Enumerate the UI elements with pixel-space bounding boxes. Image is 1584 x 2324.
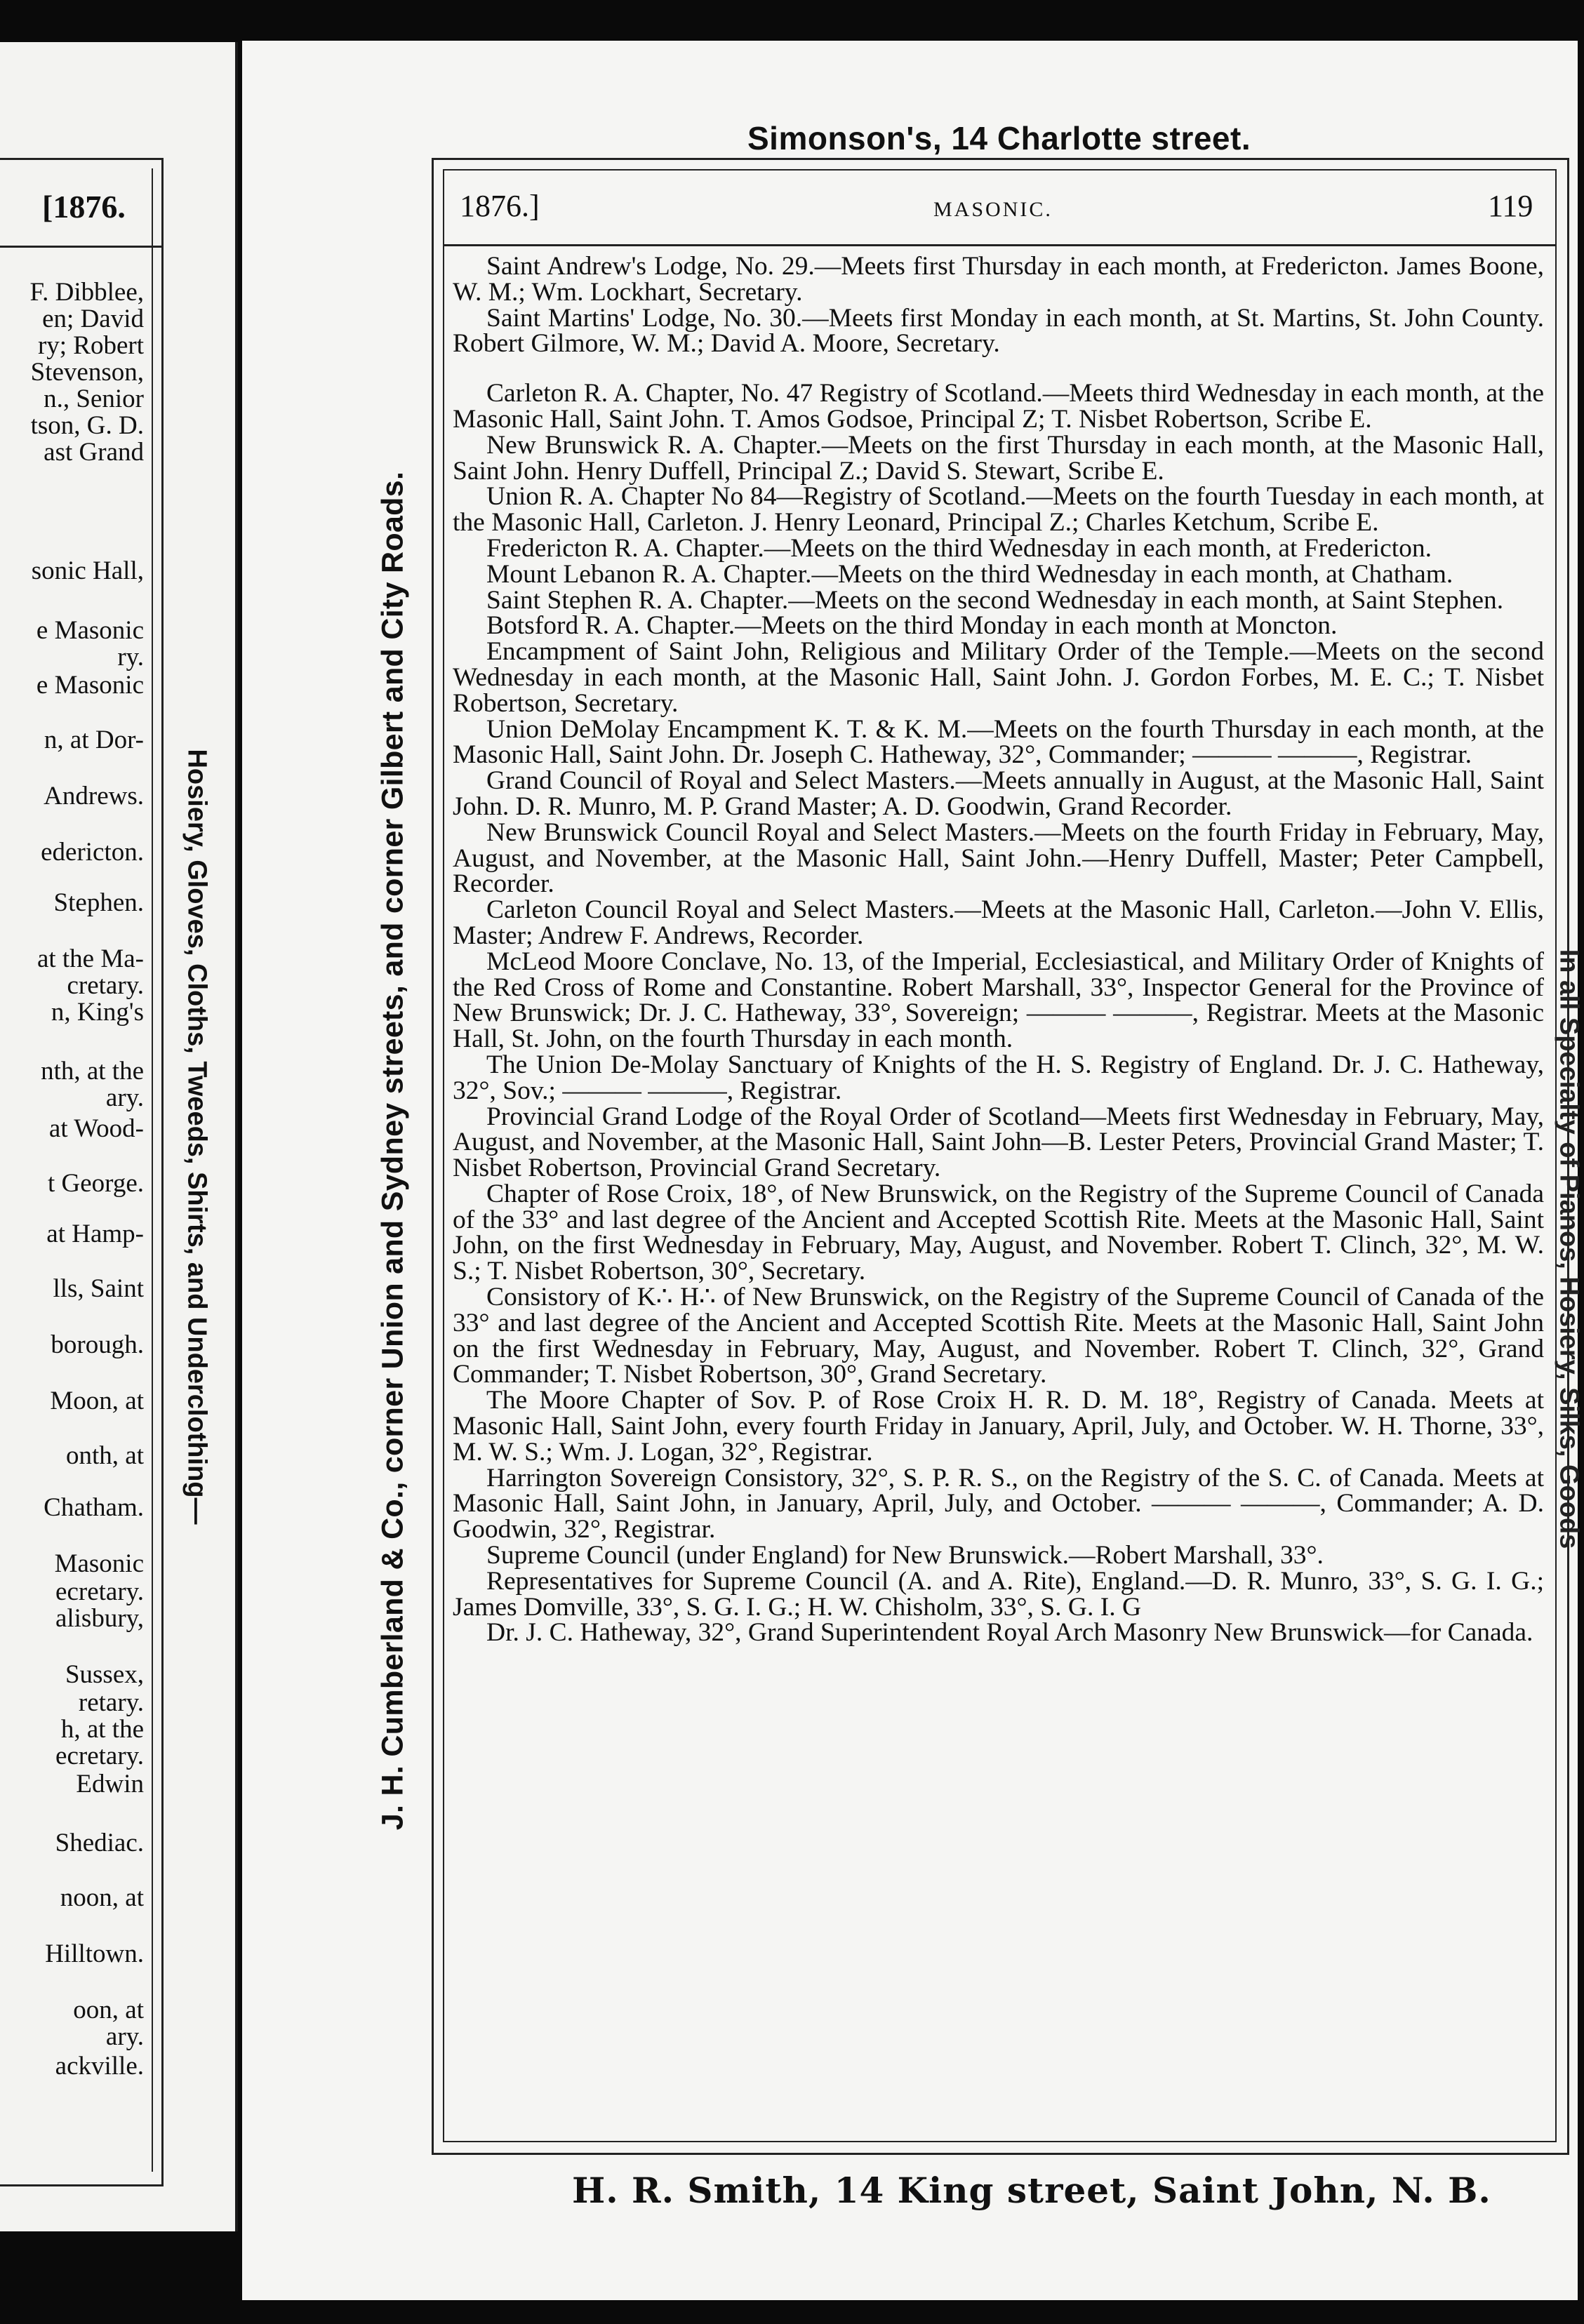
- vertical-ad-right: [1555, 688, 1583, 1810]
- left-page-line: Andrews.: [44, 782, 144, 810]
- left-page-line: borough.: [51, 1330, 144, 1359]
- left-page-line: n, at Dor-: [44, 726, 144, 754]
- left-page-line: at Wood-: [48, 1114, 144, 1143]
- listing-paragraph: Representatives for Supreme Council (A. and A. Rite), England.—D. R. Munro, 33°, S. G. I. G.; James Domville, 33°, S. G. I. G.; H. W. Chisholm, 33°, S. G. I. G: [453, 1566, 1544, 1622]
- left-page-line: sonic Hall,: [31, 556, 144, 585]
- page-banner: Simonson's, 14 Charlotte street.: [747, 120, 1251, 156]
- left-page-line: retary.: [78, 1688, 144, 1717]
- listing-paragraph: Carleton R. A. Chapter, No. 47 Registry of Scotland.—Meets third Wednesday in each month, at the Masonic Hall, Saint John. T. Amos Godsoe, Principal Z; T. Nisbet Robertson, Scribe E.: [453, 379, 1544, 434]
- listing-paragraph: Provincial Grand Lodge of the Royal Order of Scotland—Meets first Wednesday in February, May, August, and November, at the Masonic Hall, Saint John—B. Lester Peters, Provincial Grand Master; T. Nisbet Robertson, Provincial Grand Secretary.: [453, 1102, 1544, 1183]
- left-page-line: Masonic: [54, 1549, 144, 1578]
- left-page-line: nth, at the: [41, 1057, 144, 1086]
- left-page-line: alisbury,: [55, 1604, 144, 1633]
- listing-paragraph: Chapter of Rose Croix, 18°, of New Brunswick, on the Registry of the Supreme Council of Canada of the 33° and last degree of the Ancient and Accepted Scottish Rite. Meets at the Masonic Hall, Saint John, on the first Wednesday in February, May, August, and November. Robert T. Clinch, 32°, M. W. S.; T. Nisbet Robertson, 30°, Secretary.: [453, 1179, 1544, 1286]
- listing-paragraph: Saint Martins' Lodge, No. 30.—Meets first Monday in each month, at St. Martins, St. John County. Robert Gilmore, W. M.; David A. Moore, Secretary.: [453, 303, 1544, 359]
- page-footer: H. R. Smith, 14 King street, Saint John, N. B.: [572, 2170, 1491, 2211]
- left-page-line: e Masonic: [36, 671, 144, 700]
- listing-paragraph: Union R. A. Chapter No 84—Registry of Scotland.—Meets on the fourth Tuesday in each month, at the Masonic Hall, Carleton. J. Henry Leonard, Principal Z.; Charles Ketchum, Scribe E.: [453, 482, 1544, 537]
- left-page-line: Hilltown.: [45, 1939, 144, 1968]
- header-rule: [443, 244, 1557, 246]
- masonic-listing: [453, 254, 1544, 1646]
- left-page-line: n., Senior: [44, 385, 144, 413]
- left-page-line: Edwin: [76, 1770, 144, 1798]
- left-page-line: ecretary.: [55, 1742, 144, 1770]
- page-number: 119: [1488, 189, 1533, 223]
- left-page-line: onth, at: [66, 1441, 144, 1470]
- left-page-line: edericton.: [41, 838, 144, 867]
- listing-paragraph: Union DeMolay Encampment K. T. & K. M.—Meets on the fourth Thursday in each month, at the Masonic Hall, Saint John. Dr. Joseph C. Hatheway, 32°, Commander; ——— ———, Registrar.: [453, 714, 1544, 770]
- left-page-vertical-ad: [175, 575, 218, 1698]
- left-page-line: Sussex,: [65, 1660, 144, 1689]
- left-page-line: tson, G. D.: [30, 411, 144, 440]
- left-page-line: cretary.: [67, 971, 144, 1000]
- left-page-line: t George.: [48, 1169, 144, 1198]
- listing-paragraph: Mount Lebanon R. A. Chapter.—Meets on the third Wednesday in each month, at Chatham.: [486, 559, 1453, 589]
- listing-paragraph: Harrington Sovereign Consistory, 32°, S. P. R. S., on the Registry of the S. C. of Canada. Meets at Masonic Hall, Saint John, in January, April, July, and October. ——— ———, Commander; A. D. Goodwin, 32°, Registrar.: [453, 1463, 1544, 1544]
- left-page-line: en; David: [42, 305, 144, 333]
- left-page-line: e Masonic: [36, 616, 144, 645]
- listing-paragraph: Supreme Council (under England) for New Brunswick.—Robert Marshall, 33°.: [486, 1541, 1324, 1570]
- left-page-line: h, at the: [60, 1715, 144, 1744]
- vertical-ad-right-text: In all Specialty of Pianos, Hosiery, Silks, Goods: [1554, 949, 1584, 1549]
- left-page-line: ecretary.: [55, 1577, 144, 1606]
- left-page: [0, 42, 238, 2231]
- left-page-line: lls, Saint: [53, 1274, 144, 1303]
- running-head-title: MASONIC.: [933, 198, 1053, 221]
- left-page-line: ackville.: [55, 2052, 144, 2081]
- left-page-line: F. Dibblee,: [29, 278, 144, 307]
- listing-paragraph: Encampment of Saint John, Religious and Military Order of the Temple.—Meets on the second Wednesday in each month, at the Masonic Hall, Saint John. J. Gordon Forbes, M. E. C.; T. Nisbet Robertson, Secretary.: [453, 637, 1544, 718]
- vertical-ad-left: [361, 168, 425, 2133]
- running-head-year: 1876.]: [460, 189, 540, 223]
- listing-paragraph: Carleton Council Royal and Select Masters.—Meets at the Masonic Hall, Carleton.—John V. Ellis, Master; Andrew F. Andrews, Recorder.: [453, 895, 1544, 950]
- left-page-line: ary.: [105, 1083, 144, 1112]
- left-page-line: Stevenson,: [30, 358, 144, 387]
- listing-paragraph: Grand Council of Royal and Select Masters.—Meets annually in August, at the Masonic Hall, Saint John. D. R. Munro, M. P. Grand Master; A. D. Goodwin, Grand Recorder.: [453, 766, 1544, 821]
- left-page-line: Moon, at: [50, 1387, 144, 1415]
- left-page-line: Shediac.: [55, 1829, 144, 1857]
- left-page-line: ary.: [105, 2022, 144, 2051]
- listing-paragraph: The Union De-Molay Sanctuary of Knights of the H. S. Registry of England. Dr. J. C. Hatheway, 32°, Sov.; ——— ———, Registrar.: [453, 1050, 1544, 1105]
- left-page-line: at the Ma-: [36, 944, 144, 973]
- listing-paragraph: New Brunswick Council Royal and Select Masters.—Meets on the fourth Friday in February, May, August, and November, at the Masonic Hall, Saint John.—Henry Duffell, Master; Peter Campbell, Recorder.: [453, 817, 1544, 899]
- vertical-ad-left-text: J. H. Cumberland & Co., corner Union and Sydney streets, and corner Gilbert and City Roads.: [375, 471, 410, 1831]
- left-page-line: ry; Robert: [37, 331, 144, 360]
- listing-paragraph: Botsford R. A. Chapter.—Meets on the third Monday in each month at Moncton.: [486, 611, 1338, 641]
- listing-paragraph: Fredericton R. A. Chapter.—Meets on the third Wednesday in each month, at Fredericton.: [486, 533, 1432, 563]
- listing-paragraph: The Moore Chapter of Sov. P. of Rose Croix H. R. D. M. 18°, Registry of Canada. Meets at Masonic Hall, Saint John, every fourth Friday in January, April, July, and October. W. H. Thorne, 33°, M. W. S.; Wm. J. Logan, 32°, Registrar.: [453, 1386, 1544, 1467]
- left-page-line: at Hamp-: [46, 1220, 144, 1248]
- listing-paragraph: New Brunswick R. A. Chapter.—Meets on the first Thursday in each month, at the Masonic Hall, Saint John. Henry Duffell, Principal Z.; David S. Stewart, Scribe E.: [453, 430, 1544, 486]
- left-page-vertical-ad-text: Hosiery, Gloves, Cloths, Tweeds, Shirts, and Underclothing—: [182, 749, 212, 1525]
- left-page-line: n, King's: [51, 998, 144, 1027]
- left-page-line: noon, at: [60, 1883, 144, 1912]
- left-page-line: ry.: [117, 643, 144, 672]
- listing-paragraph: Saint Andrew's Lodge, No. 29.—Meets first Thursday in each month, at Fredericton. James Boone, W. M.; Wm. Lockhart, Secretary.: [453, 252, 1544, 307]
- listing-paragraph: Dr. J. C. Hatheway, 32°, Grand Superintendent Royal Arch Masonry New Brunswick—for Canada.: [486, 1618, 1533, 1648]
- left-page-line: oon, at: [73, 1996, 144, 2024]
- left-page-line: ast Grand: [44, 438, 144, 467]
- left-page-line: Chatham.: [44, 1493, 144, 1522]
- left-page-header-rule: [0, 246, 161, 248]
- left-page-header: [1876.: [42, 189, 126, 225]
- listing-paragraph: McLeod Moore Conclave, No. 13, of the Imperial, Ecclesiastical, and Military Order of Knights of the Red Cross of Rome and Constantine. Robert Marshall, 33°, Inspector General for the Province of New Brunswick; Dr. J. C. Hatheway, 33°, Sovereign; ——— ———, Registrar. Meets at the Masonic Hall, St. John, on the fourth Thursday in each month.: [453, 947, 1544, 1054]
- listing-paragraph: Consistory of K∴ H∴ of New Brunswick, on the Registry of the Supreme Council of Canada of the 33° and last degree of the Ancient and Accepted Scottish Rite. Meets at the Masonic Hall, Saint John on the first Wednesday in February, May, August, and November. Robert T. Clinch, 32°, Grand Commander; T. Nisbet Robertson, 30°, Grand Secretary.: [453, 1283, 1544, 1389]
- listing-paragraph: Saint Stephen R. A. Chapter.—Meets on the second Wednesday in each month, at Saint Stephen.: [486, 585, 1504, 615]
- left-page-line: Stephen.: [53, 888, 144, 917]
